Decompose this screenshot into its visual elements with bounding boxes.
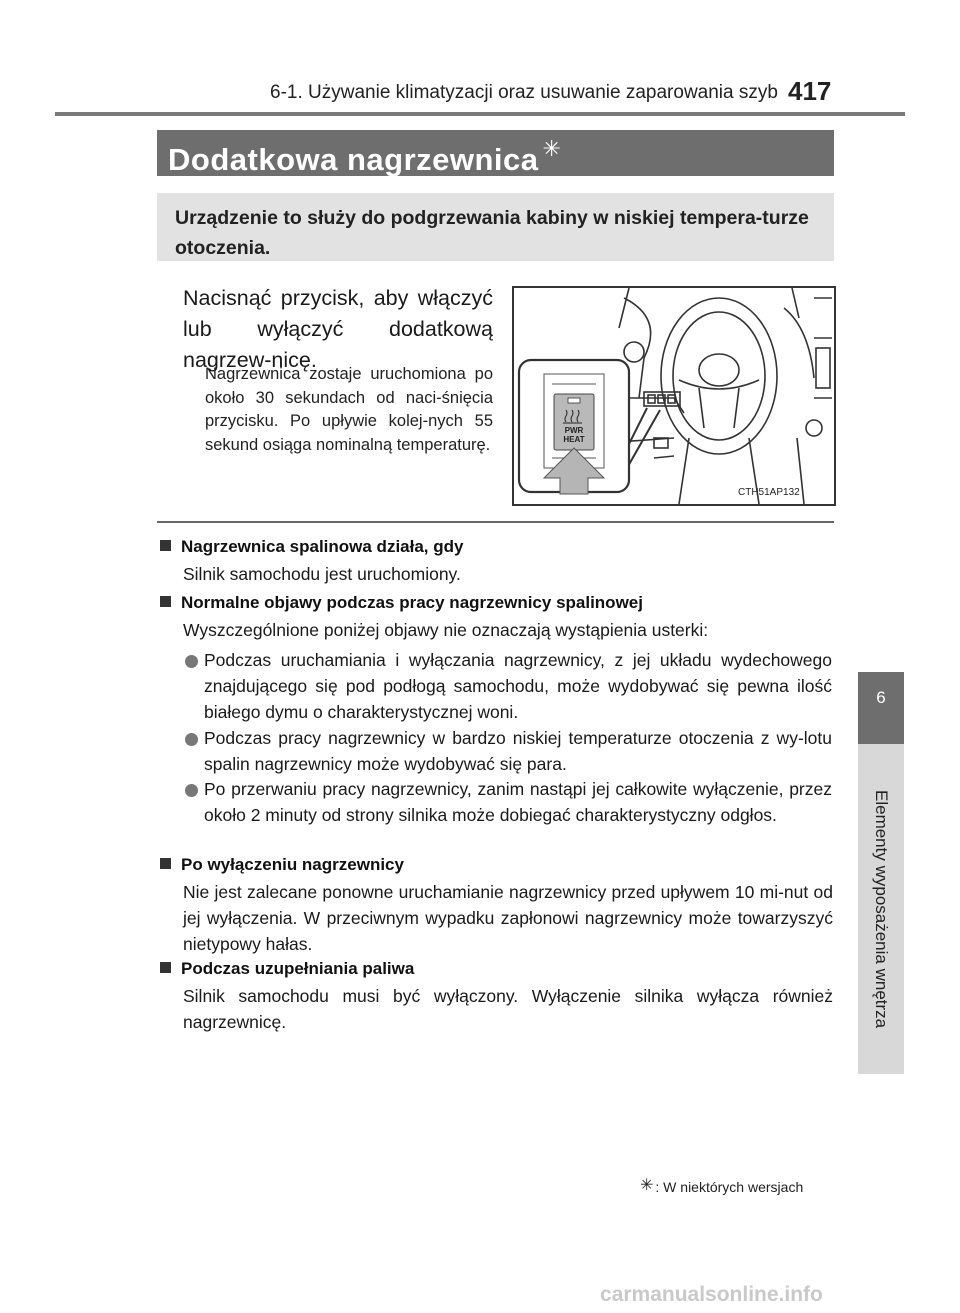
chapter-number: 6 [876, 688, 886, 707]
square-bullet-icon [160, 596, 171, 607]
note-body: Silnik samochodu musi być wyłączony. Wyłączenie silnika wyłącza również nagrzewnicę. [183, 986, 833, 1032]
intro-text: Urządzenie to służy do podgrzewania kabiny w niskiej tempera-turze otoczenia. [175, 207, 809, 259]
note-body: Wyszczególnione poniżej objawy nie oznaczają wystąpienia usterki: [183, 620, 709, 640]
round-bullet-icon [185, 784, 198, 797]
note-heading-text: Normalne objawy podczas pracy nagrzewnicy spalinowej [181, 593, 643, 612]
note-body: Silnik samochodu jest uruchomiony. [183, 564, 461, 584]
watermark: carmanualsonline.info [600, 1283, 823, 1306]
vent-left [624, 342, 644, 362]
chapter-tab-number-block [858, 672, 904, 744]
note-heading [160, 855, 404, 875]
page-number: 417 [788, 76, 832, 106]
steering-wheel-inner [673, 312, 765, 440]
steering-wheel-outer [661, 298, 777, 454]
section-title: 6-1. Używanie klimatyzacji oraz usuwanie zaparowania szyb [270, 82, 778, 103]
bullet-text: Po przerwaniu pracy nagrzewnicy, zanim nastąpi jej całkowite wyłączenie, przez około 2 minuty od strony silnika może dobiegać charakterystyczny odgłos. [204, 779, 832, 825]
indicator-light-icon [568, 398, 580, 403]
round-bullet-icon [185, 733, 198, 746]
note-heading [160, 959, 414, 979]
chapter-title-text: Elementy wyposażenia wnętrza [872, 789, 891, 1029]
square-bullet-icon [160, 858, 171, 869]
title-asterisk-icon: ✳ [542, 136, 562, 161]
square-bullet-icon [160, 540, 171, 551]
dashboard-drawing [514, 288, 834, 504]
step-instruction: Nacisnąć przycisk, aby włączyć lub wyłączyć dodatkową nagrzew-nicę. [183, 286, 493, 372]
figure-code: CTH51AP132 [738, 487, 800, 498]
note-heading-text: Nagrzewnica spalinowa działa, gdy [181, 537, 464, 556]
square-bullet-icon [160, 962, 171, 973]
dashboard-illustration [512, 286, 836, 506]
note-body: Nie jest zalecane ponowne uruchamianie nagrzewnicy przed upływem 10 mi-nut od jej wyłączenia. W przeciwnym wypadku zapłonowi nagrzewnicy może towarzyszyć nietypowy hałas. [183, 882, 833, 954]
section-divider [157, 521, 834, 523]
page-title-text: Dodatkowa nagrzewnica [168, 142, 539, 177]
footnote-asterisk-icon: ✳ [640, 1177, 654, 1194]
note-heading-text: Podczas uzupełniania paliwa [181, 959, 415, 978]
note-heading [160, 537, 463, 557]
header-rule [55, 112, 905, 116]
page-title [168, 136, 561, 178]
note-heading-text: Po wyłączeniu nagrzewnicy [181, 855, 404, 874]
bullet-text: Podczas pracy nagrzewnicy w bardzo niskiej temperaturze otoczenia z wy-lotu spalin nagrzewnicy może wydobywać się para. [204, 728, 832, 774]
bullet-text: Podczas uruchamiania i wyłączania nagrzewnicy, z jej układu wydechowego znajdującego się pod podłogą samochodu, może wydobywać się pewna ilość białego dymu o charakterystycznej woni. [204, 650, 832, 722]
note-heading [160, 593, 643, 613]
chapter-title [858, 744, 904, 1074]
button-label-line2: HEAT [563, 435, 585, 444]
step-explanation: Nagrzewnica zostaje uruchomiona po około 30 sekundach od naci-śnięcia przycisku. Po upływie kolej-nych 55 sekund osiąga nominalną temperaturę. [205, 365, 493, 454]
footnote-text: : W niektórych wersjach [655, 1179, 804, 1195]
round-bullet-icon [185, 655, 198, 668]
button-label-line1: PWR [564, 426, 584, 435]
footnote [640, 1175, 803, 1195]
